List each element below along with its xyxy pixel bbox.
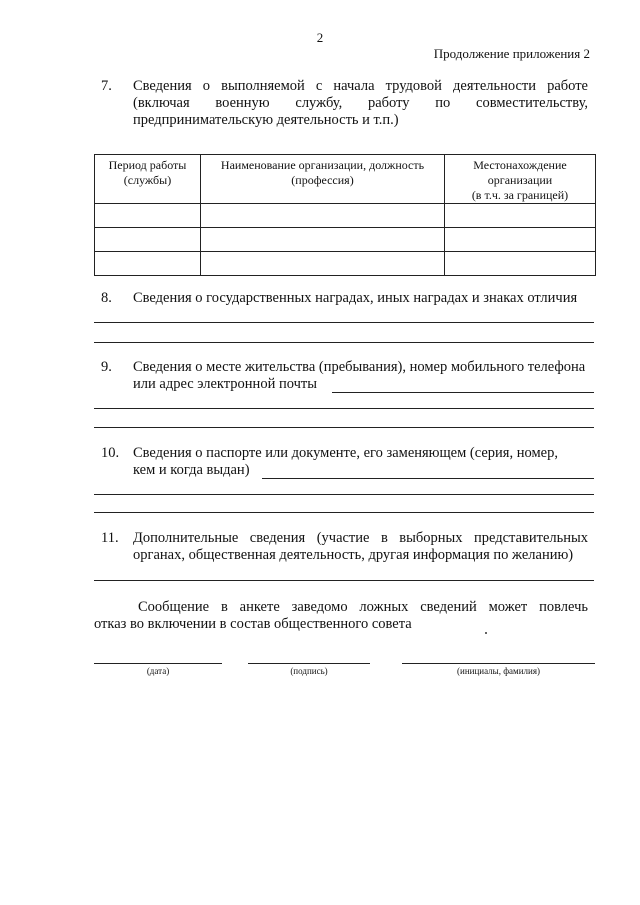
awards-field-line[interactable] [94,342,594,343]
name-field-line[interactable] [402,663,595,664]
table-cell-location[interactable] [445,228,596,252]
work-history-table [94,154,596,276]
table-cell-period[interactable] [95,252,201,276]
warning-text [94,599,588,633]
table-cell-organization[interactable] [201,204,445,228]
header-period [95,155,201,204]
table-cell-organization[interactable] [201,228,445,252]
table-header-row [95,155,596,204]
warning-line-1: Сообщение в анкете заведомо ложных сведений может повлечь [138,599,588,615]
section-9-line-2: или адрес электронной почты [133,376,317,392]
header-organization-line-1: Наименование организации, должность [220,158,425,172]
section-9-number: 9. [101,359,112,375]
header-location-line-3: (в т.ч. за границей) [471,188,569,202]
section-10-number: 10. [101,445,120,461]
residence-field-line[interactable] [94,427,594,428]
section-7-line-2: (включая военную службу, работу по совместительству, [133,95,588,111]
passport-field-line[interactable] [94,494,594,495]
header-period-line-1: Период работы [108,158,187,172]
table-cell-period[interactable] [95,228,201,252]
header-location [445,155,596,204]
date-field-line[interactable] [94,663,222,664]
section-7-line-3: предпринимательскую деятельность и т.п.) [133,112,399,128]
header-location-line-1: Местонахождение [473,158,567,172]
section-10-text [133,445,593,479]
table-cell-organization[interactable] [201,252,445,276]
table-cell-location[interactable] [445,204,596,228]
section-11-line-1: Дополнительные сведения (участие в выборных представительных [133,530,588,546]
table-cell-period[interactable] [95,204,201,228]
header-organization-line-2: (профессия) [291,173,354,187]
section-8-number: 8. [101,290,112,306]
section-7-text [133,78,588,129]
passport-field-line[interactable] [94,512,594,513]
table-cell-location[interactable] [445,252,596,276]
page-number: 2 [316,30,324,45]
header-organization [201,155,445,204]
section-9-line-1: Сведения о месте жительства (пребывания), номер мобильного телефона [133,359,586,375]
section-11-text [133,530,588,564]
signature-caption: (подпись) [290,666,328,676]
table-row [95,228,596,252]
awards-field-line[interactable] [94,322,594,323]
signature-field-line[interactable] [248,663,370,664]
section-7-number: 7. [101,78,112,94]
header-location-line-2: организации [487,173,553,187]
section-10-line-1: Сведения о паспорте или документе, его заменяющем (серия, номер, [133,445,558,461]
section-7-line-1: Сведения о выполняемой с начала трудовой деятельности работе [133,78,588,94]
residence-field-line[interactable] [332,392,594,393]
header-period-line-2: (службы) [123,173,172,187]
section-11-number: 11. [101,530,119,546]
continuation-note: Продолжение приложения 2 [433,46,590,61]
additional-info-field-line[interactable] [94,580,594,581]
name-caption: (инициалы, фамилия) [457,666,540,676]
stray-mark [485,632,487,634]
section-9-text [133,359,593,393]
passport-field-line[interactable] [262,478,594,479]
table-row [95,204,596,228]
section-11-line-2: органах, общественная деятельность, другая информация по желанию) [133,547,574,563]
section-8-text: Сведения о государственных наградах, иных наградах и знаках отличия [133,290,578,306]
warning-line-2: отказ во включении в состав общественного совета [94,616,412,632]
table-row [95,252,596,276]
residence-field-line[interactable] [94,408,594,409]
date-caption: (дата) [146,666,170,676]
section-10-line-2: кем и когда выдан) [133,462,250,478]
